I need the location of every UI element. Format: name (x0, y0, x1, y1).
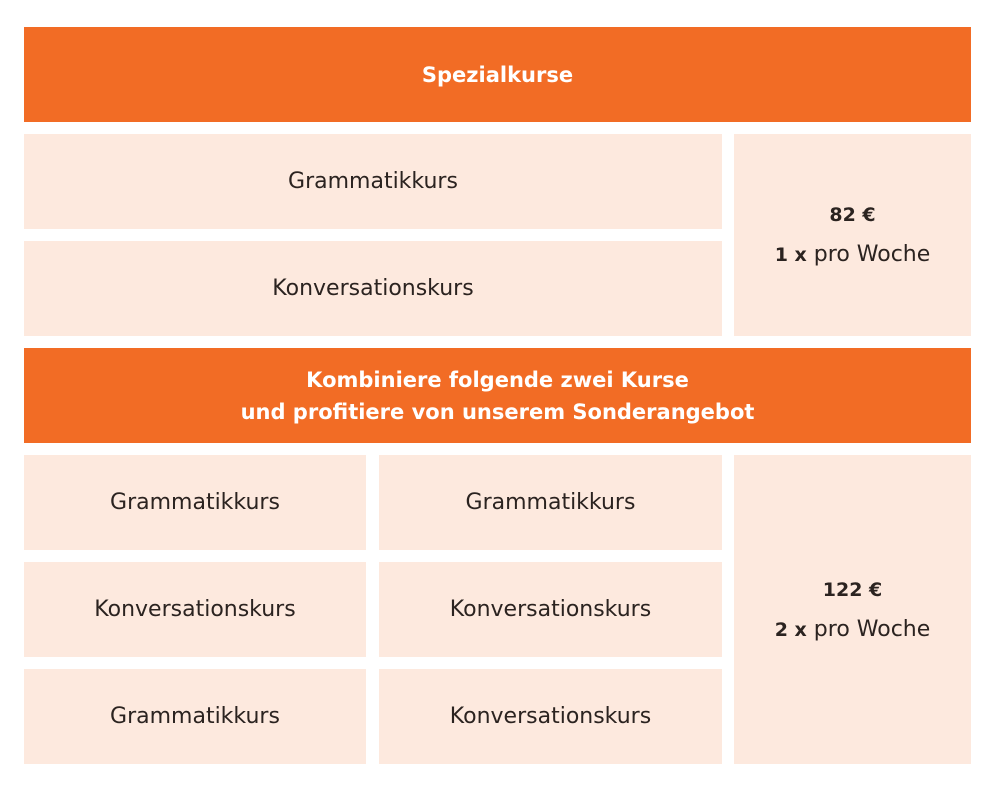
course-label: Konversationskurs (449, 704, 652, 729)
combo-cell (24, 669, 366, 764)
price-box-single (734, 134, 971, 336)
price-value: 82 € (829, 204, 876, 226)
frequency-count: 2 x (774, 618, 807, 641)
frequency-text: pro Woche (813, 242, 931, 267)
combo-cell (24, 455, 366, 550)
combo-title-line2: und profitiere von unserem Sonderangebot (240, 399, 755, 424)
course-label: Grammatikkurs (288, 169, 458, 194)
combo-cell (24, 562, 366, 657)
combo-title-line1: Kombiniere folgende zwei Kurse (306, 367, 689, 392)
course-label: Grammatikkurs (110, 490, 280, 515)
course-label: Konversationskurs (272, 276, 474, 301)
frequency-count: 1 x (774, 244, 807, 266)
course-label: Konversationskurs (94, 597, 296, 622)
price-box-combo (734, 455, 971, 764)
course-label: Grammatikkurs (110, 704, 280, 729)
spezialkurse-title: Spezialkurse (421, 62, 574, 87)
course-cell-conversation (24, 241, 722, 336)
combo-offer-header (24, 348, 971, 443)
course-label: Konversationskurs (449, 597, 652, 622)
course-label: Grammatikkurs (465, 490, 636, 515)
spezialkurse-header (24, 27, 971, 122)
combo-cell (379, 455, 722, 550)
price-value: 122 € (822, 578, 883, 601)
course-cell-grammar (24, 134, 722, 229)
combo-cell (379, 562, 722, 657)
frequency-text: pro Woche (813, 616, 931, 642)
combo-cell (379, 669, 722, 764)
